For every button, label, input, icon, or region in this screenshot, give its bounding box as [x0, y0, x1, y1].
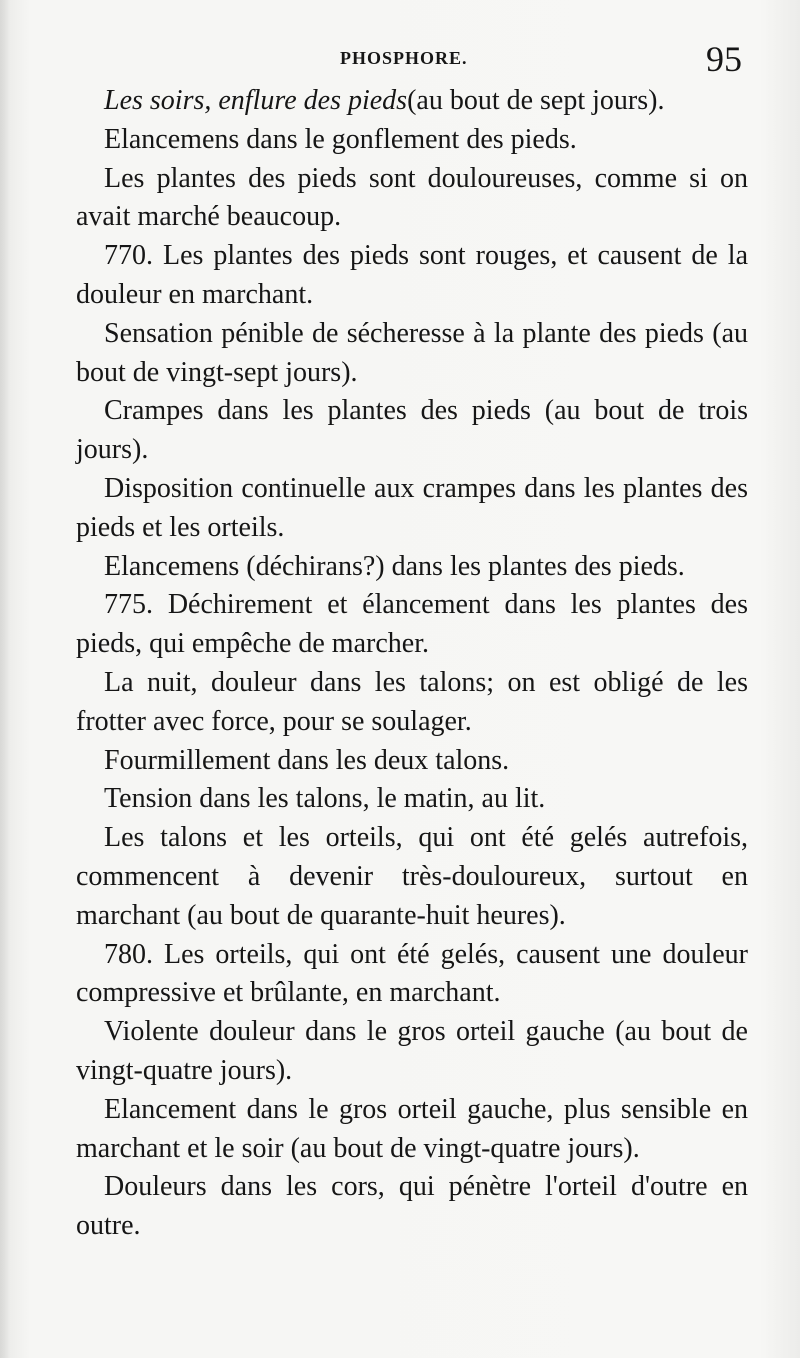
body-text: [76, 82, 748, 1246]
paragraph: [76, 742, 748, 781]
paragraph: [76, 586, 748, 664]
page-header: [0, 40, 800, 88]
paragraph: [76, 936, 748, 1014]
paragraph-text: Violente douleur dans le gros orteil gauche (au bout de vingt-quatre jours).: [76, 1016, 748, 1086]
paragraph: [76, 121, 748, 160]
paragraph: [76, 780, 748, 819]
paragraph: [76, 664, 748, 742]
paragraph: [76, 470, 748, 548]
paragraph: [76, 1013, 748, 1091]
paragraph: [76, 82, 748, 121]
paragraph-text: Elancemens (déchirans?) dans les plantes des pieds.: [104, 550, 685, 582]
paragraph-text: Les plantes des pieds sont douloureuses, comme si on avait marché beaucoup.: [76, 162, 748, 233]
paragraph-text: Elancement dans le gros orteil gauche, plus sensible en marchant et le soir (au bout de vingt-quatre jours).: [76, 1093, 748, 1164]
paragraph: [76, 392, 748, 470]
paragraph-text: Sensation pénible de sécheresse à la plante des pieds (au bout de vingt-sept jours).: [76, 317, 748, 388]
paragraph-text: (au bout de sept jours).: [407, 85, 665, 116]
page-number: 95: [706, 39, 742, 79]
paragraph: [76, 1168, 748, 1246]
paragraph-number: 780.: [104, 938, 153, 970]
page-edge-shadow: [0, 0, 10, 1358]
paragraph-text: Déchirement et élancement dans les plantes des pieds, qui empêche de marcher.: [76, 589, 749, 660]
paragraph-text: Disposition continuelle aux crampes dans les plantes des pieds et les orteils.: [76, 472, 748, 543]
paragraph: [76, 548, 748, 587]
paragraph-text: Les orteils, qui ont été gelés, causent une douleur compressive et brûlante, en marchant.: [76, 938, 749, 1009]
paragraph-number: 775.: [104, 589, 153, 621]
paragraph-text: Les talons et les orteils, qui ont été gelés autrefois, commencent à devenir très-douloureux, surtout en marchant (au bout de quarante-huit heures).: [76, 822, 748, 931]
paragraph-text: La nuit, douleur dans les talons; on est obligé de les frotter avec force, pour se soulager.: [76, 666, 748, 737]
paragraph-text: Les plantes des pieds sont rouges, et causent de la douleur en marchant.: [76, 240, 749, 310]
paragraph-number: 770.: [104, 240, 153, 272]
paragraph: [76, 160, 748, 238]
paragraph: [76, 315, 748, 393]
paragraph-text: Tension dans les talons, le matin, au lit.: [104, 783, 546, 815]
paragraph-text: Douleurs dans les cors, qui pénètre l'orteil d'outre en outre.: [76, 1171, 748, 1242]
paragraph: [76, 1091, 748, 1169]
paragraph-italic: Les soirs, enflure des pieds: [104, 85, 408, 116]
paragraph-text: Elancemens dans le gonflement des pieds.: [104, 123, 577, 155]
running-title: PHOSPHORE.: [340, 48, 468, 68]
paragraph-text: Crampes dans les plantes des pieds (au bout de trois jours).: [76, 395, 748, 466]
paragraph-text: Fourmillement dans les deux talons.: [104, 744, 510, 776]
paragraph: [76, 819, 748, 935]
paragraph: [76, 237, 748, 315]
